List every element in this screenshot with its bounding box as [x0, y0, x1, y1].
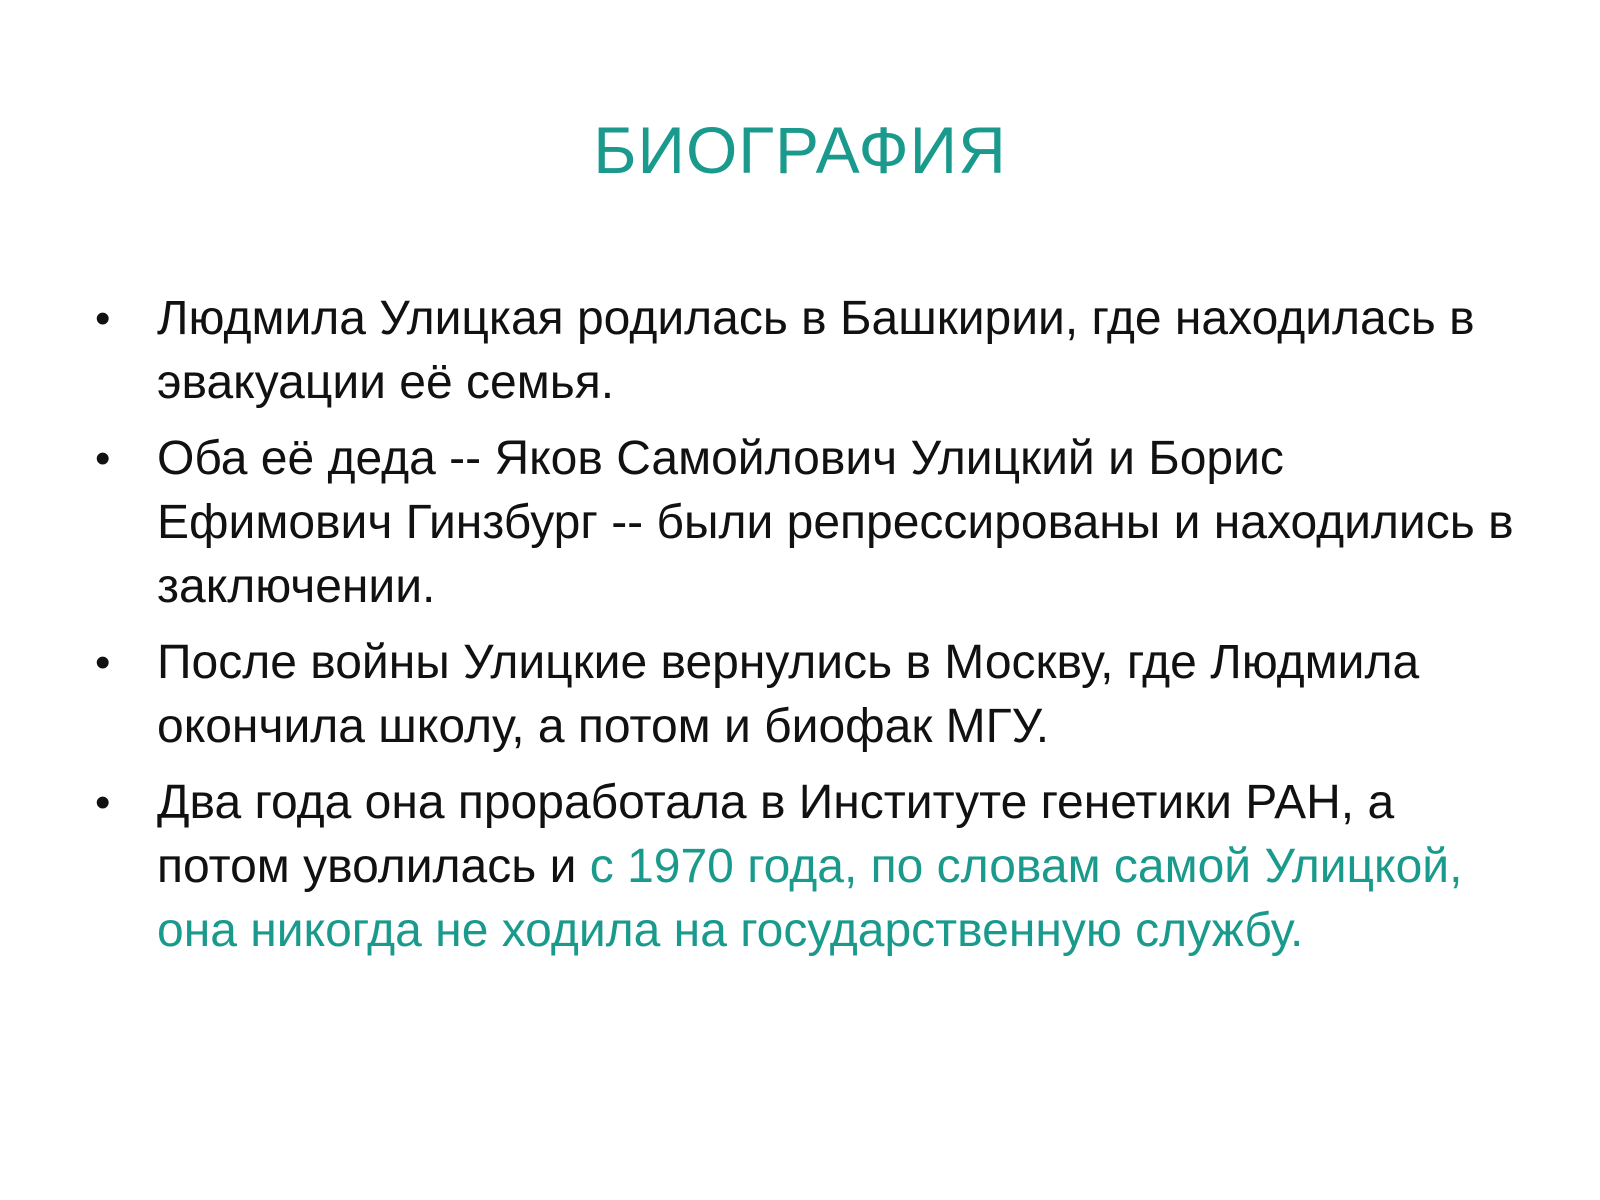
bullet-accent-text: с 1970 года, по словам самой Улицкой, она никогда не ходила на государственную службу. — [157, 840, 1463, 957]
bullet-text: После войны Улицкие вернулись в Москву, где Людмила окончила школу, а потом и биофак МГУ. — [157, 636, 1420, 753]
bullet-text: Оба её деда -- Яков Самойлович Улицкий и Борис Ефимович Гинзбург -- были репрессированы и находились в заключении. — [157, 432, 1514, 613]
bullet-icon: • — [95, 778, 111, 827]
bullet-item — [95, 631, 1515, 759]
bullet-item — [95, 287, 1515, 415]
slide-title: БИОГРАФИЯ — [593, 113, 1007, 187]
bullet-item — [95, 771, 1515, 963]
bullet-list — [95, 287, 1515, 975]
bullet-text: Два года она проработала в Институте генетики РАН, а потом уволилась и — [157, 776, 1395, 893]
bullet-item — [95, 427, 1515, 619]
bullet-text: Людмила Улицкая родилась в Башкирии, где находилась в эвакуации её семья. — [157, 292, 1475, 409]
bullet-icon: • — [95, 434, 111, 483]
bullet-icon: • — [95, 638, 111, 687]
bullet-icon: • — [95, 294, 111, 343]
